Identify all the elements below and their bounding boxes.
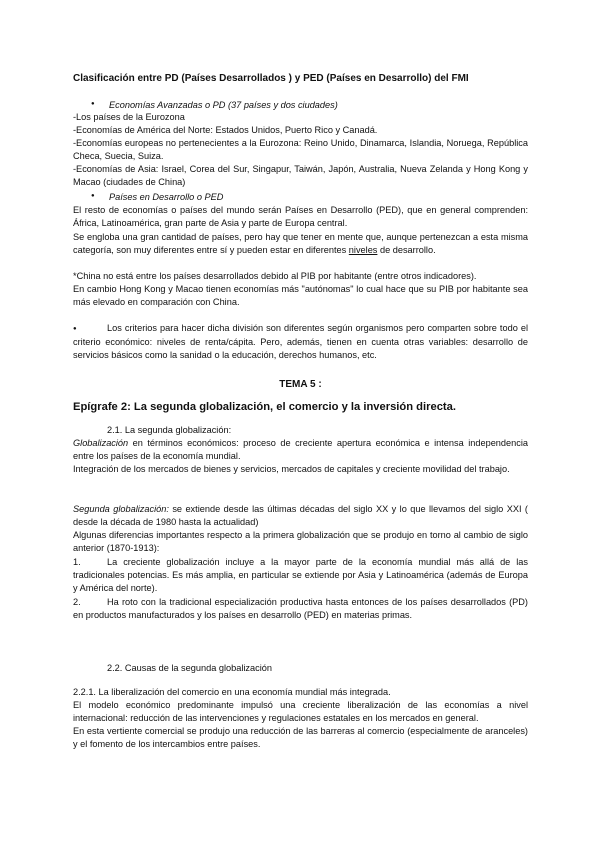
criteria-paragraph — [73, 322, 528, 362]
ped-p2-end: de desarrollo. — [377, 245, 436, 255]
criteria-text: Los criterios para hacer dicha división son diferentes según organismos pero comparten sobre todo el criterio económico: niveles de renta/cápita. Pero, además, tienen en cuenta otras variables: desarrollo de servicios básicos como la sanidad o la educación, derechos humanos, etc. — [73, 323, 528, 360]
pd-line: -Los países de la Eurozona — [73, 112, 185, 122]
numbered-item — [73, 596, 528, 622]
numbered-item — [73, 556, 528, 595]
document-title: Clasificación entre PD (Países Desarrollados ) y PED (Países en Desarrollo) del FMI — [73, 73, 469, 84]
pd-bullet: ● Economías Avanzadas o PD (37 países y dos ciudades) — [91, 99, 546, 112]
item-text: La creciente globalización incluye a la mayor parte de la economía mundial más allá de las tradicionales potencias. Es más amplia, en particular se extiende por Asia y Latinoamérica (además de Europa y América del norte). — [73, 557, 528, 593]
ped-bullet: ● Países en Desarrollo o PED — [91, 191, 546, 204]
ped-p2-text: Se engloba una gran cantidad de países, pero hay que tener en mente que, aunque pertenezcan a esta misma categoría, son muy diferentes entre sí y pueden estar en diferentes — [73, 232, 528, 255]
pd-line: -Economías de América del Norte: Estados Unidos, Puerto Rico y Canadá. — [73, 125, 378, 135]
ped-paragraph-1: El resto de economías o países del mundo serán Países en Desarrollo (PED), que en general comprenden: África, Latinoamérica, gran parte de Asia y parte de Europa central. — [73, 205, 528, 228]
liberalization-paragraph-2: En esta vertiente comercial se produjo una reducción de las barreras al comercio (especialmente de aranceles) y el fomento de los intercambios entre países. — [73, 726, 528, 749]
section-2-2-heading: 2.2. Causas de la segunda globalización — [107, 663, 272, 673]
item-number: 1. — [73, 557, 81, 567]
globalizacion-definition — [73, 437, 528, 463]
china-note: *China no está entre los países desarrollados debido al PIB por habitante (entre otros indicadores). — [73, 271, 477, 281]
liberalization-paragraph-1: El modelo económico predominante impulsó una creciente liberalización de las economías a nivel internacional: reducción de las intervenciones y regulaciones estatales en los mercados en general. — [73, 700, 528, 723]
bullet-icon: ● — [73, 326, 77, 332]
globalizacion-text: en términos económicos: proceso de creciente apertura económica e intensa independencia entre los países de la economía mundial. — [73, 438, 528, 461]
item-text: Ha roto con la tradicional especialización productiva hasta entonces de los países desarrollados (PD) en productos manufacturados y los países en desarrollo (PED) en materias primas. — [73, 597, 528, 620]
segunda-globalizacion-paragraph — [73, 503, 528, 529]
ped-paragraph-2 — [73, 231, 528, 257]
niveles-underlined: niveles — [348, 245, 378, 255]
differences-paragraph: Algunas diferencias importantes respecto a la primera globalización que se produjo en torno al cambio de siglo anterior (1870-1913): — [73, 530, 528, 553]
globalizacion-term: Globalización — [73, 438, 129, 448]
item-number: 2. — [73, 597, 81, 607]
pd-line: -Economías de Asia: Israel, Corea del Sur, Singapur, Taiwán, Japón, Australia, Nueva Zelanda y Hong Kong y Macao (ciudades de China) — [73, 164, 528, 187]
epigrafe-heading: Epígrafe 2: La segunda globalización, el comercio y la inversión directa. — [73, 401, 456, 413]
hk-note: En cambio Hong Kong y Macao tienen economías más "autónomas" lo cual hace que su PIB por habitante sea más elevado en comparación con China. — [73, 284, 528, 307]
pd-list — [73, 111, 528, 189]
section-2-2-1-heading: 2.2.1. La liberalización del comercio en una economía mundial más integrada. — [73, 687, 391, 697]
section-2-1-heading: 2.1. La segunda globalización: — [107, 425, 232, 435]
tema-heading: TEMA 5 : — [279, 379, 322, 390]
segunda-globalizacion-text: se extiende desde las últimas décadas del siglo XX y lo que llevamos del siglo XXI ( desde la década de 1980 hasta la actualidad) — [73, 504, 528, 527]
pd-line: -Economías europeas no pertenecientes a la Eurozona: Reino Unido, Dinamarca, Islandia, Noruega, República Checa, Suecia, Suiza. — [73, 138, 528, 161]
integration-paragraph: Integración de los mercados de bienes y servicios, mercados de capitales y creciente movilidad del trabajo. — [73, 464, 510, 474]
segunda-globalizacion-term: Segunda globalización: — [73, 504, 169, 514]
